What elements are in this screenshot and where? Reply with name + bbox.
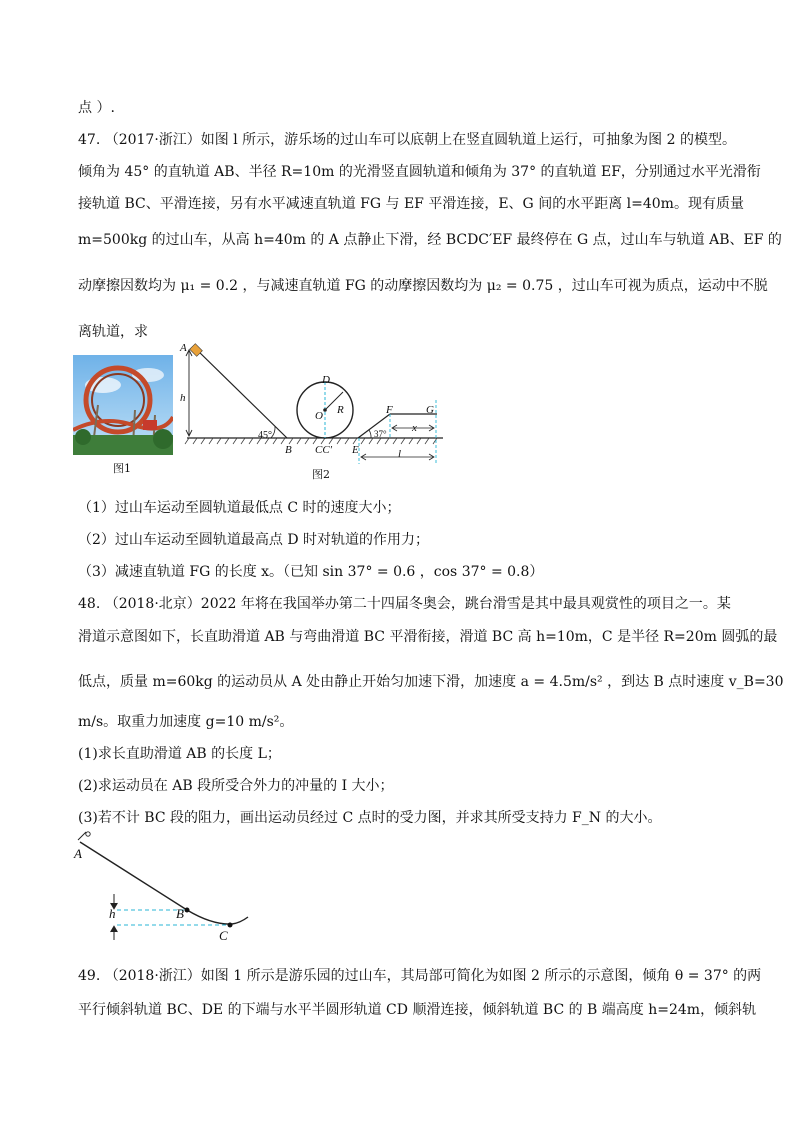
track-model-diagram — [175, 340, 450, 465]
text-line-10: （3）减速直轨道 FG 的长度 x。（已知 sin 37° = 0.6 ，cos 37° = 0.8） — [78, 564, 544, 580]
roller-coaster-photo — [73, 355, 173, 455]
label-F: F — [386, 404, 393, 416]
text-line-19: 平行倾斜轨道 BC、DE 的下端与水平半圆形轨道 CD 顺滑连接，倾斜轨道 BC 的 B 端高度 h=24m，倾斜轨 — [78, 1002, 757, 1018]
text-line-15: (1)求长直助滑道 AB 的长度 L； — [78, 746, 281, 762]
text-line-7: 离轨道，求 — [78, 324, 148, 340]
label-x: x — [412, 422, 417, 434]
text-line-11: 48. （2018·北京）2022 年将在我国举办第二十四届冬奥会，跳台滑雪是其中最具观赏性的项目之一。某 — [78, 596, 731, 612]
label-R: R — [337, 404, 344, 416]
ski-label-A: A — [74, 846, 82, 861]
label-E: E — [352, 444, 359, 456]
label-G: G — [426, 404, 434, 416]
text-line-17: (3)若不计 BC 段的阻力，画出运动员经过 C 点时的受力图，并求其所受支持力 F_N 的大小。 — [78, 810, 662, 826]
text-line-5: m=500kg 的过山车，从高 h=40m 的 A 点静止下滑，经 BCDC′EF 最终停在 G 点，过山车与轨道 AB、EF 的 — [78, 232, 782, 248]
label-D: D — [322, 374, 330, 386]
label-O: O — [315, 410, 323, 422]
label-CC: CC′ — [315, 444, 333, 456]
text-line-6: 动摩擦因数均为 μ₁ = 0.2 ，与减速直轨道 FG 的动摩擦因数均为 μ₂ = 0.75 ，过山车可视为质点，运动中不脱 — [78, 278, 768, 294]
text-line-8: （1）过山车运动至圆轨道最低点 C 时的速度大小； — [78, 500, 401, 516]
text-line-13: 低点，质量 m=60kg 的运动员从 A 处由静止开始匀加速下滑，加速度 a = 4.5m/s² ，到达 B 点时速度 v_B=30 — [78, 674, 784, 690]
text-line-14: m/s。取重力加速度 g=10 m/s²。 — [78, 714, 294, 730]
ski-label-B: B — [176, 906, 184, 921]
label-h: h — [180, 392, 186, 404]
text-line-12: 滑道示意图如下，长直助滑道 AB 与弯曲滑道 BC 平滑衔接，滑道 BC 高 h=10m，C 是半径 R=20m 圆弧的最 — [78, 629, 778, 645]
text-line-4: 接轨道 BC、平滑连接，另有水平减速直轨道 FG 与 EF 平滑连接，E、G 间的水平距离 l=40m。现有质量 — [78, 196, 744, 212]
figure1-caption: 图1 — [113, 462, 131, 475]
label-45deg: 45° — [258, 430, 272, 441]
text-line-2: 47. （2017·浙江）如图 l 所示，游乐场的过山车可以底朝上在竖直圆轨道上运行，可抽象为图 2 的模型。 — [78, 132, 736, 148]
ski-label-C: C — [219, 928, 228, 943]
text-line-1: 点 ）. — [78, 100, 115, 116]
label-A: A — [180, 342, 187, 354]
label-l: l — [398, 448, 402, 460]
label-B: B — [285, 444, 292, 456]
label-37deg: 37° — [374, 429, 387, 439]
figure2-caption: 图2 — [312, 468, 330, 481]
text-line-16: (2)求运动员在 AB 段所受合外力的冲量的 I 大小； — [78, 778, 394, 794]
text-line-3: 倾角为 45° 的直轨道 AB、半径 R=10m 的光滑竖直圆轨道和倾角为 37° 的直轨道 EF，分别通过水平光滑衔 — [78, 164, 761, 180]
ski-slope-diagram — [72, 828, 257, 948]
text-line-18: 49. （2018·浙江）如图 1 所示是游乐园的过山车，其局部可简化为如图 2 所示的示意图，倾角 θ = 37° 的两 — [78, 968, 762, 984]
ski-label-h: h — [109, 906, 116, 921]
text-line-9: （2）过山车运动至圆轨道最高点 D 时对轨道的作用力； — [78, 532, 430, 548]
